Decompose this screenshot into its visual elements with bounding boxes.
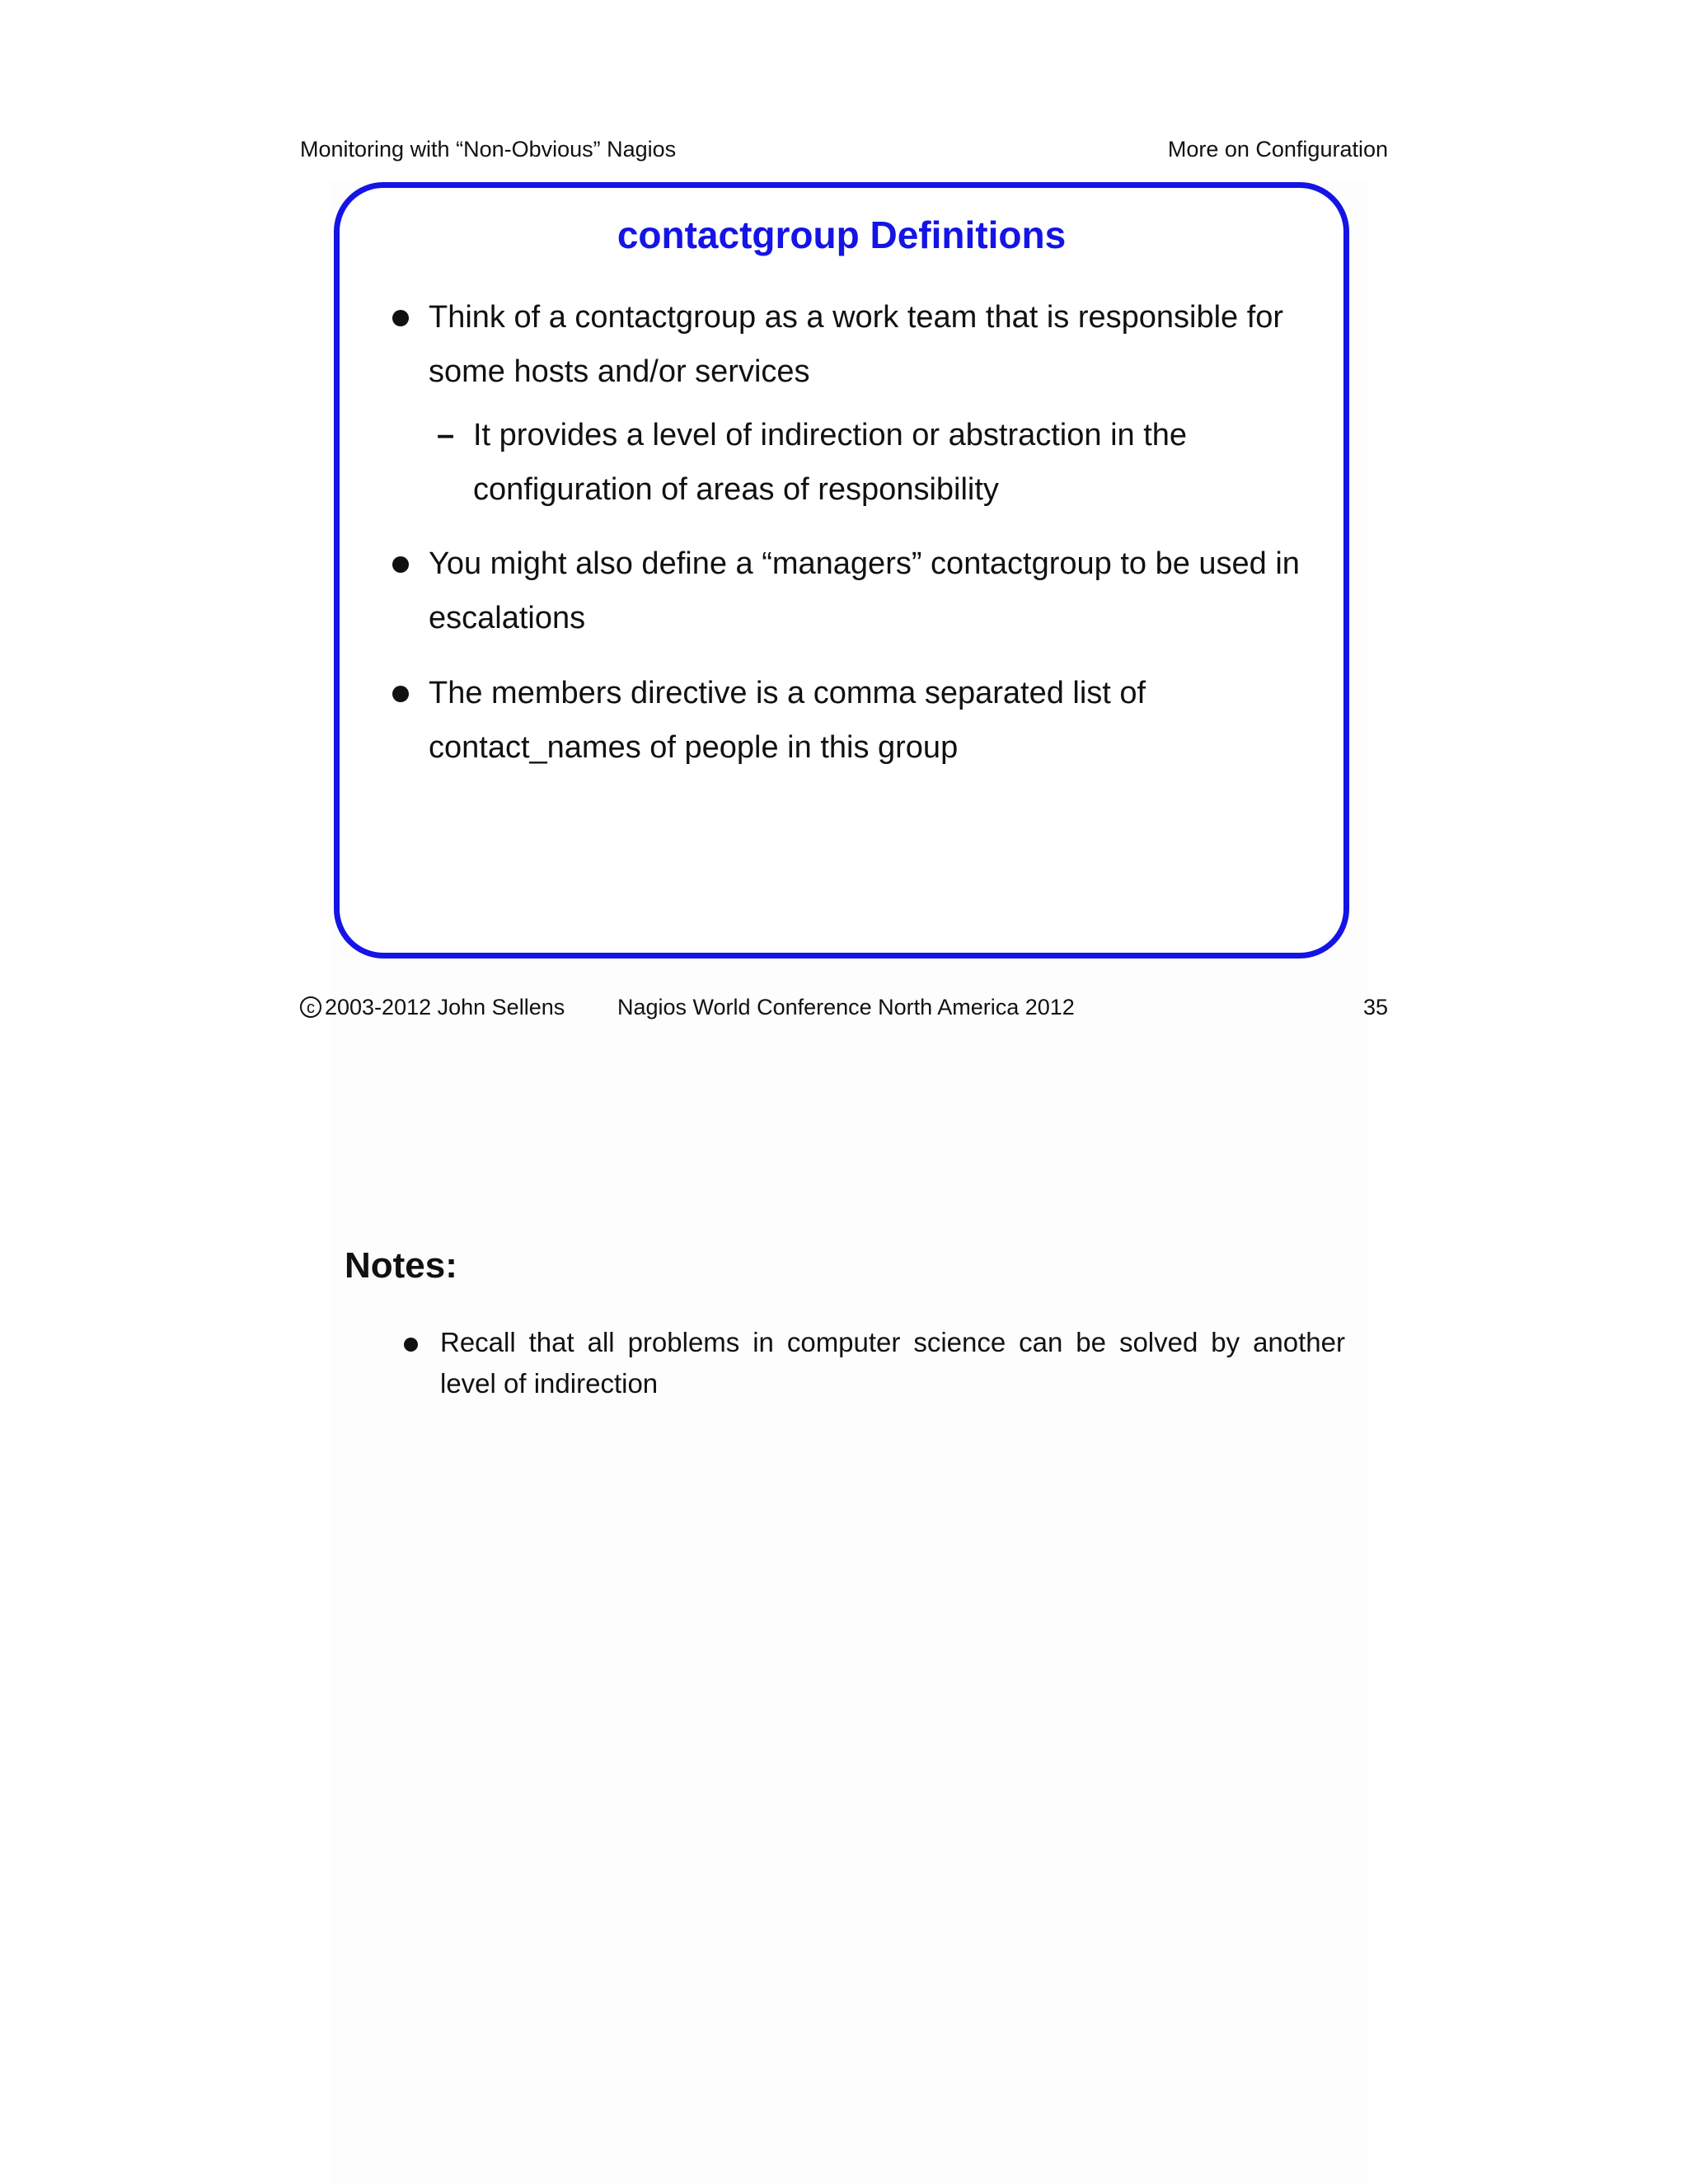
running-header-section: More on Configuration: [1167, 137, 1388, 162]
dash-icon: –: [437, 418, 455, 452]
bullet-line: You might also define a “managers” contactgroup to be used in: [429, 546, 1300, 581]
sub-bullet-line: configuration of areas of responsibility: [473, 472, 999, 507]
footer-conference: Nagios World Conference North America 2012: [617, 995, 1075, 1019]
bullet-line: Think of a contactgroup as a work team that is responsible for: [429, 300, 1284, 335]
page-number: 35: [1362, 995, 1388, 1019]
notes-heading: Notes:: [345, 1245, 457, 1286]
notes-text: Recall that all problems in computer science can be solved by another level of indirection: [440, 1327, 1345, 1399]
bullet-line: contact_names of people in this group: [429, 730, 959, 765]
copyright-text: 2003-2012 John Sellens: [325, 995, 565, 1019]
bullet-dot-icon: [404, 1338, 418, 1352]
bullet-line: escalations: [429, 601, 586, 635]
running-header-title: Monitoring with “Non-Obvious” Nagios: [300, 137, 677, 162]
bullet-dot-icon: [392, 556, 409, 573]
bullet-line: some hosts and/or services: [429, 354, 810, 389]
bullet-dot-icon: [392, 310, 409, 326]
bullet-dot-icon: [392, 686, 409, 702]
footer-copyright: [300, 993, 565, 1021]
slide-title: contactgroup Definitions: [617, 213, 1067, 256]
copyright-icon: c: [300, 996, 321, 1018]
bullet-line: The members directive is a comma separated list of: [429, 676, 1146, 710]
sub-bullet-line: It provides a level of indirection or abstraction in the: [473, 418, 1188, 452]
